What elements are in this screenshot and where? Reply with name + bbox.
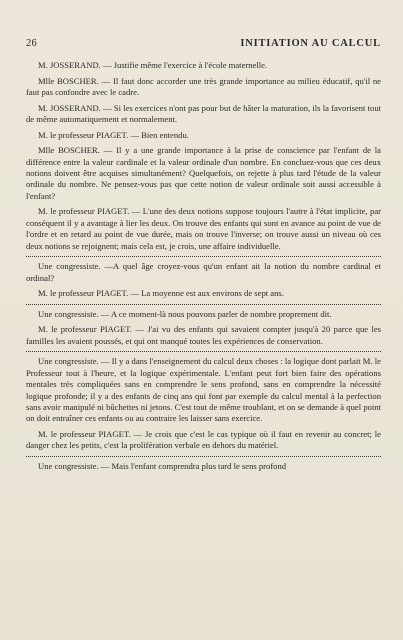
paragraph: Une congressiste. — A ce moment-là nous pouvons parler de nombre proprement dit. [38,308,332,319]
running-title: INITIATION AU CALCUL [240,38,381,49]
dotted-separator [26,456,381,457]
paragraph: Une congressiste. —A quel âge croyez-vous qu'un enfant ait la notion du nombre cardinal et ordinal? [26,261,381,283]
dotted-separator [26,304,381,305]
paragraph: M. le professeur PIAGET. — Bien entendu. [38,129,189,140]
paragraph: Mlle BOSCHER. — Il y a une grande importance à la prise de conscience par l'enfant de la différence entre la valeur cardinale et la valeur ordinale d'un nombre. En concluez-vous que ces deux notions doivent être acquises simultanément? Quelquefois, on rejette à plus tard l'étude de la valeur ordinale du nombre. Ne pensez-vous pas que cette notion de valeur ordinale soit aussi accessible à l'enfant? [26,145,381,201]
paragraph: M. JOSSERAND. — Justifie même l'exercice à l'école maternelle. [38,60,268,70]
paragraph: M. JOSSERAND. — Si les exercices n'ont pas pour but de hâter la maturation, ils la favorisent tout de même automatiquement et normalement. [26,102,381,124]
paragraph: M. le professeur PIAGET. — Je crois que c'est le cas typique où il faut en revenir au concret; le danger chez les petits, c'est la prolifération verbale en dehors du matériel. [26,429,381,451]
paragraph: Une congressiste. — Il y a dans l'enseignement du calcul deux choses : la logique dont parlait M. le Professeur tout à l'heure, et la logique expérimentale. L'enfant peut fort bien faire des opérations mentales très compliquées sans en comprendre le sens profond, sans en comprendre la nécessité logique profonde; il y a des enfants de cinq ans qui font par exemple du calcul mental à la perfection sans avoir manipulé ni bûchettes ni jetons. C'est tout de même troublant, et on se demande à quel point on doit entraîner ces enfants ou au contraire les laisser sans exercice. [26,356,381,424]
page-number: 26 [26,38,38,49]
paragraph: M. le professeur PIAGET. — L'une des deux notions suppose toujours l'autre à l'état implicite, par conséquent il y a avantage à lier les deux. On trouve des enfants qui sont en avance au point de vue de l'ordre et en retard au point de vue durée, mais on trouve l'inverse; on trouve aussi un niveau où ces deux notions se rejoignent; mais cela est, je crois, une affaire individuelle. [26,206,381,251]
paragraph: Mlle BOSCHER. — Il faut donc accorder une très grande importance au milieu éducatif, qu'il ne faut pas confondre avec le cadre. [26,75,381,97]
page-header [26,38,381,49]
dotted-separator [26,351,381,352]
paragraph: M. le professeur PIAGET. — La moyenne est aux environs de sept ans. [38,288,284,299]
dotted-separator [26,256,381,257]
page-body [26,60,381,477]
paragraph: M. le professeur PIAGET. — J'ai vu des enfants qui savaient compter jusqu'à 20 parce que les familles les avaient poussés, et qui ont manqué toutes les expériences de conservation. [26,324,381,346]
paragraph: Une congressiste. — Mais l'enfant comprendra plus tard le sens profond [38,461,287,472]
